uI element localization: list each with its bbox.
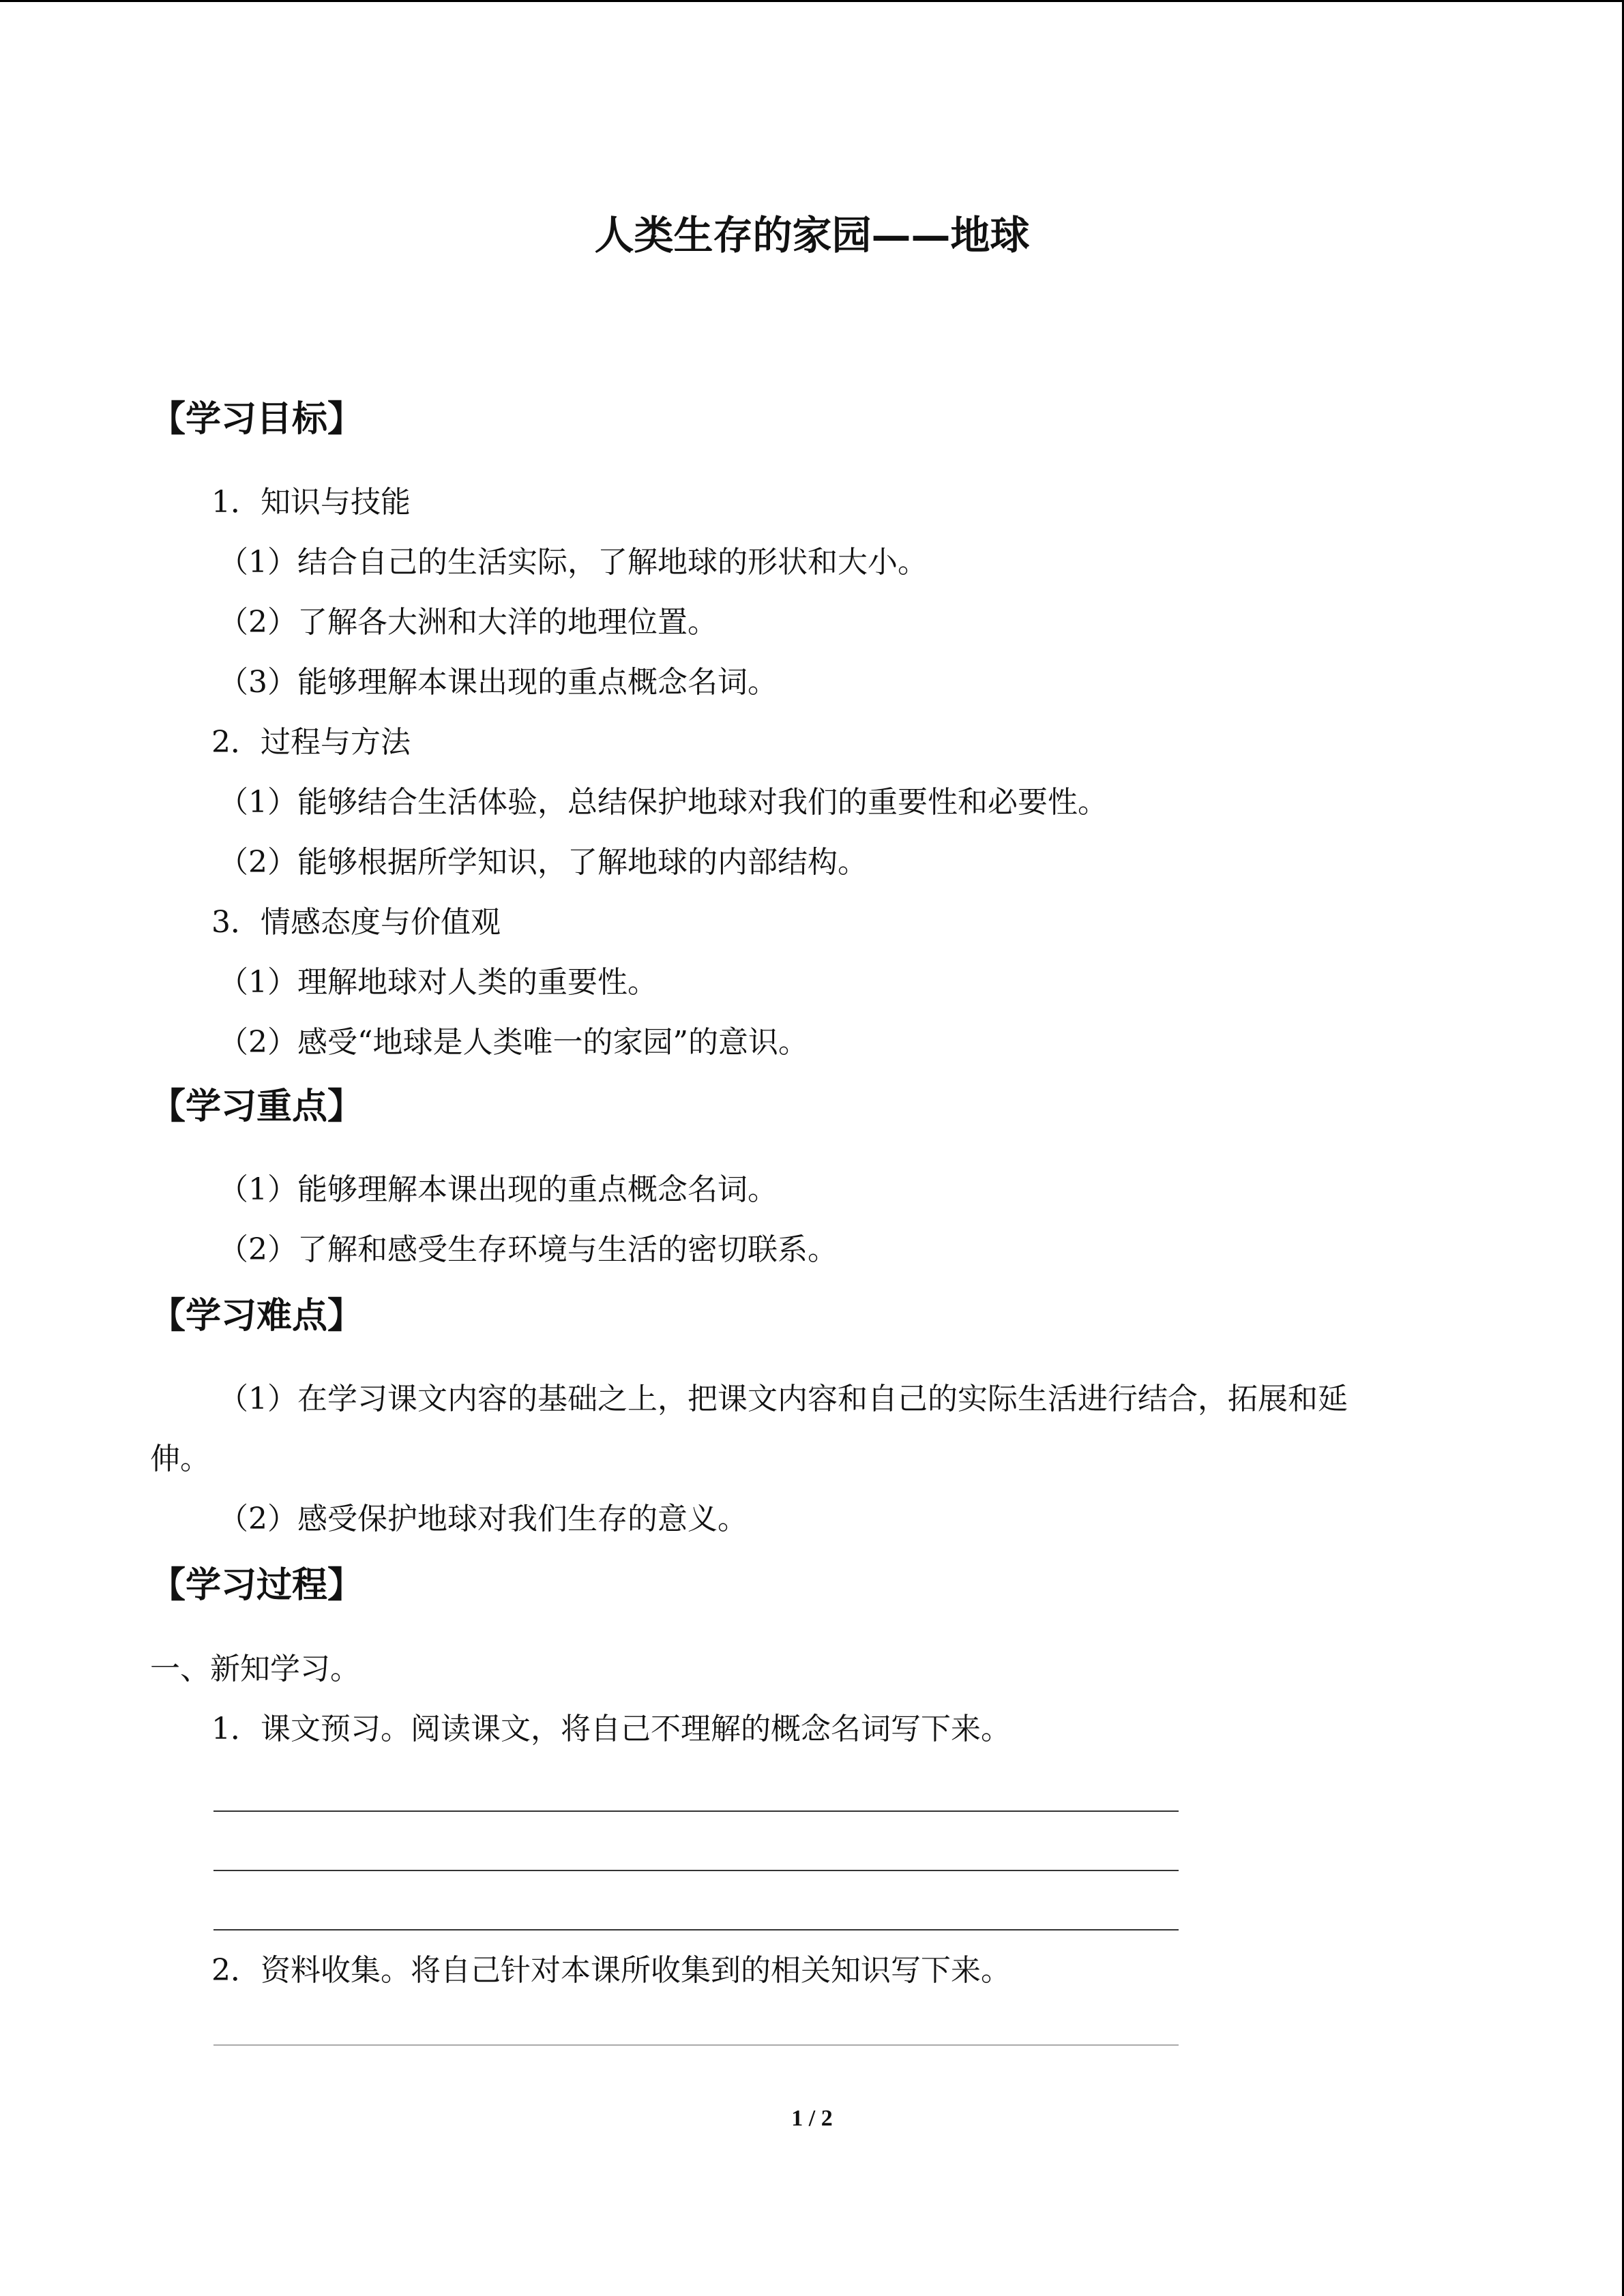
top-border <box>0 0 1624 2</box>
goal-item-1: 1．知识与技能 <box>211 485 411 520</box>
process-task-2: 2．资料收集。将自己针对本课所收集到的相关知识写下来。 <box>211 1953 1011 1988</box>
goal-item-2-2: （2）能够根据所学知识，了解地球的内部结构。 <box>218 845 868 880</box>
page-number: 1 / 2 <box>791 2106 833 2131</box>
goal-item-1-2: （2）了解各大洲和大洋的地理位置。 <box>218 605 718 640</box>
goal-item-3-1: （1）理解地球对人类的重要性。 <box>218 965 658 1000</box>
goal-item-2-1: （1）能够结合生活体验，总结保护地球对我们的重要性和必要性。 <box>218 785 1108 820</box>
heading-key-points: 【学习重点】 <box>150 1086 364 1127</box>
heading-learning-goals: 【学习目标】 <box>150 399 364 440</box>
goal-item-1-1: （1）结合自己的生活实际，了解地球的形状和大小。 <box>218 545 928 580</box>
answer-line-1[interactable] <box>213 1810 1179 1812</box>
key-point-1: （1）能够理解本课出现的重点概念名词。 <box>218 1172 778 1207</box>
heading-difficulties: 【学习难点】 <box>150 1296 364 1337</box>
difficulty-1-line-1: （1）在学习课文内容的基础之上，把课文内容和自己的实际生活进行结合，拓展和延 <box>218 1382 1348 1416</box>
difficulty-1-line-2: 伸。 <box>150 1442 210 1476</box>
goal-item-1-3: （3）能够理解本课出现的重点概念名词。 <box>218 665 778 700</box>
heading-learning-process: 【学习过程】 <box>150 1565 364 1606</box>
difficulty-2: （2）感受保护地球对我们生存的意义。 <box>218 1502 748 1536</box>
answer-line-2[interactable] <box>213 1870 1179 1871</box>
goal-item-3-2: （2）感受“地球是人类唯一的家园”的意识。 <box>218 1025 808 1060</box>
key-point-2: （2）了解和感受生存环境与生活的密切联系。 <box>218 1232 838 1267</box>
page-title: 人类生存的家园——地球 <box>594 212 1030 258</box>
goal-item-2: 2．过程与方法 <box>211 725 411 760</box>
process-task-1: 1．课文预习。阅读课文，将自己不理解的概念名词写下来。 <box>211 1712 1011 1746</box>
answer-line-3[interactable] <box>213 1929 1179 1930</box>
process-part-1: 一、新知学习。 <box>150 1652 360 1686</box>
goal-item-3: 3．情感态度与价值观 <box>211 905 501 940</box>
answer-line-4[interactable] <box>213 2044 1179 2046</box>
